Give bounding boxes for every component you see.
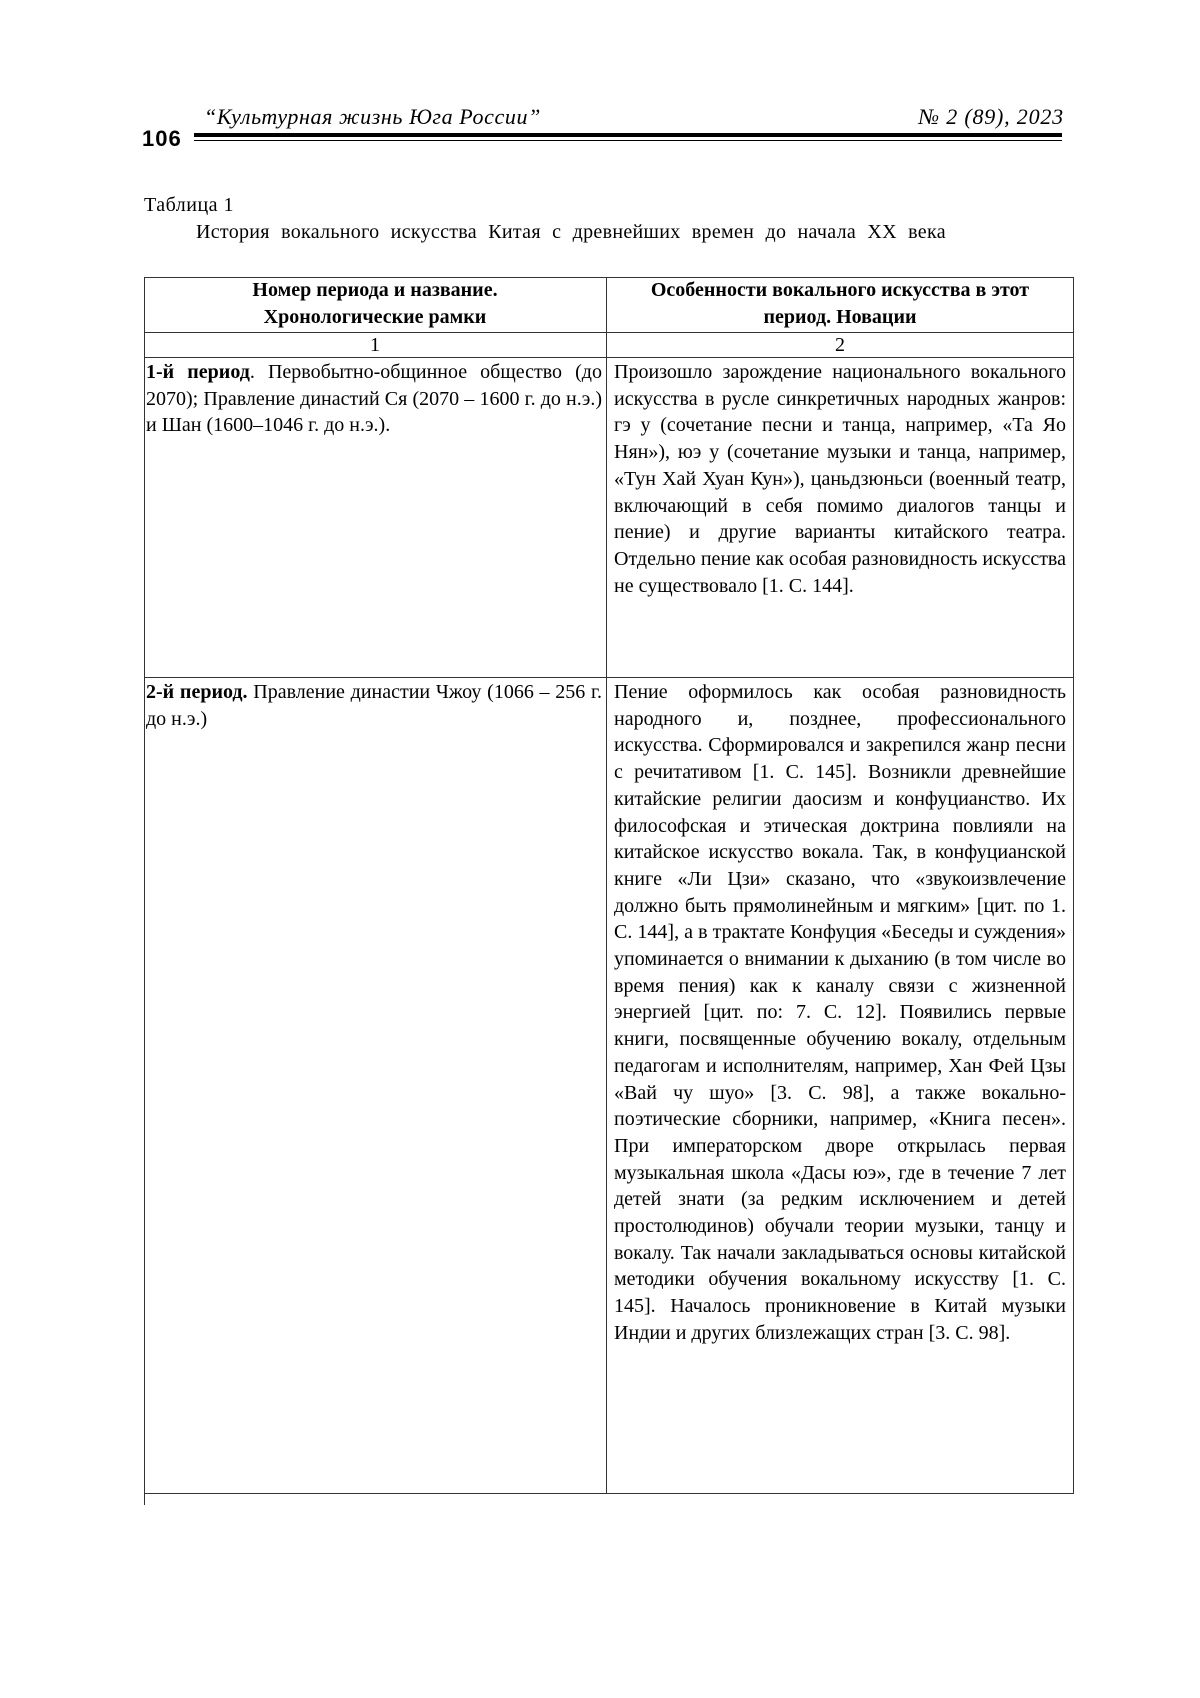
row1-period-text: . Первобытно-общинное общество (до 2070); Правление династий Ся (2070 – 1600 г. до н.э.) и Шан (1600–1046 г. до н.э.). xyxy=(146,361,602,436)
table-title: История вокального искусства Китая с древнейших времен до начала XX века xyxy=(196,221,946,244)
header-period-line2: Хронологические рамки xyxy=(144,304,606,331)
row2-period-label: 2-й период. xyxy=(146,681,248,703)
header-features-line1: Особенности вокального искусства в этот xyxy=(607,277,1073,304)
header-period-line1: Номер периода и название. xyxy=(144,277,606,304)
table-border-right xyxy=(1073,277,1074,1493)
table-caption: Таблица 1 xyxy=(144,194,234,217)
header-cell-period xyxy=(144,277,606,331)
header-rule-thin xyxy=(194,140,1062,141)
journal-title: “Культурная жизнь Юга России” xyxy=(204,104,541,130)
row2-period-cell xyxy=(146,679,602,732)
row2-features-cell: Пение оформилось как особая разновидность народного и, позднее, профессионального искусства. Сформировался и закрепился жанр песни с речитативом [1. С. 145]. Возникли древнейшие китайские религии даосизм и конфуцианство. Их философская и этическая доктрина повлияли на китайское искусство вокала. Так, в конфуцианской книге «Ли Цзи» сказано, что «звукоизвлечение должно быть прямолинейным и мягким» [цит. по 1. С. 144], а в трактате Конфуция «Беседы и суждения» упоминается о внимании к дыханию (в том числе во время пения) как к каналу связи с жизненной энергией [цит. по: 7. С. 12]. Появились первые книги, посвященные обучению вокалу, отдельным педагогам и исполнителям, например, Хан Фей Цзы «Вай чу шуо» [3. С. 98], а также вокально-поэтические сборники, например, «Книга песен». При императорском дворе открылась первая музыкальная школа «Дасы юэ», где в течение 7 лет детей знати (за редким исключением и детей простолюдинов) обучали теории музыки, танцу и вокалу. Так начали закладываться основы китайской методики обучения вокальному искусству [1. С. 145]. Началось проникновение в Китай музыки Индии и других близлежащих стран [3. С. 98]. xyxy=(614,679,1066,1347)
header-cell-features xyxy=(607,277,1073,331)
header-features-line2: период. Новации xyxy=(607,304,1073,331)
header-rule-thick xyxy=(194,133,1062,137)
column-number-1: 1 xyxy=(144,333,606,357)
table-border-bottom xyxy=(144,1493,1074,1494)
row2-period-text: Правление династии Чжоу (1066 – 256 г. до н.э.) xyxy=(146,681,602,730)
row1-bottom-line xyxy=(144,677,1074,678)
history-table xyxy=(144,277,1074,1505)
column-number-bottom-line xyxy=(144,357,1074,358)
column-number-2: 2 xyxy=(607,333,1073,357)
issue-number: № 2 (89), 2023 xyxy=(918,104,1064,130)
row1-features-cell: Произошло зарождение национального вокального искусства в русле синкретичных народных жанров: гэ у (сочетание песни и танца, например, «Та Яо Нян»), юэ у (сочетание музыки и танца, например, «Тун Хай Хуан Кун»), цаньдзюньси (военный театр, включающий в себя помимо диалогов танцы и пение) и другие варианты китайского театра. Отдельно пение как особая разновидность искусства не существовало [1. С. 144]. xyxy=(614,359,1066,599)
row1-period-cell xyxy=(146,359,602,439)
page-number: 106 xyxy=(142,126,182,152)
column-divider xyxy=(606,277,607,1493)
table-border-left xyxy=(144,277,145,1505)
row1-period-label: 1-й период xyxy=(146,361,250,383)
